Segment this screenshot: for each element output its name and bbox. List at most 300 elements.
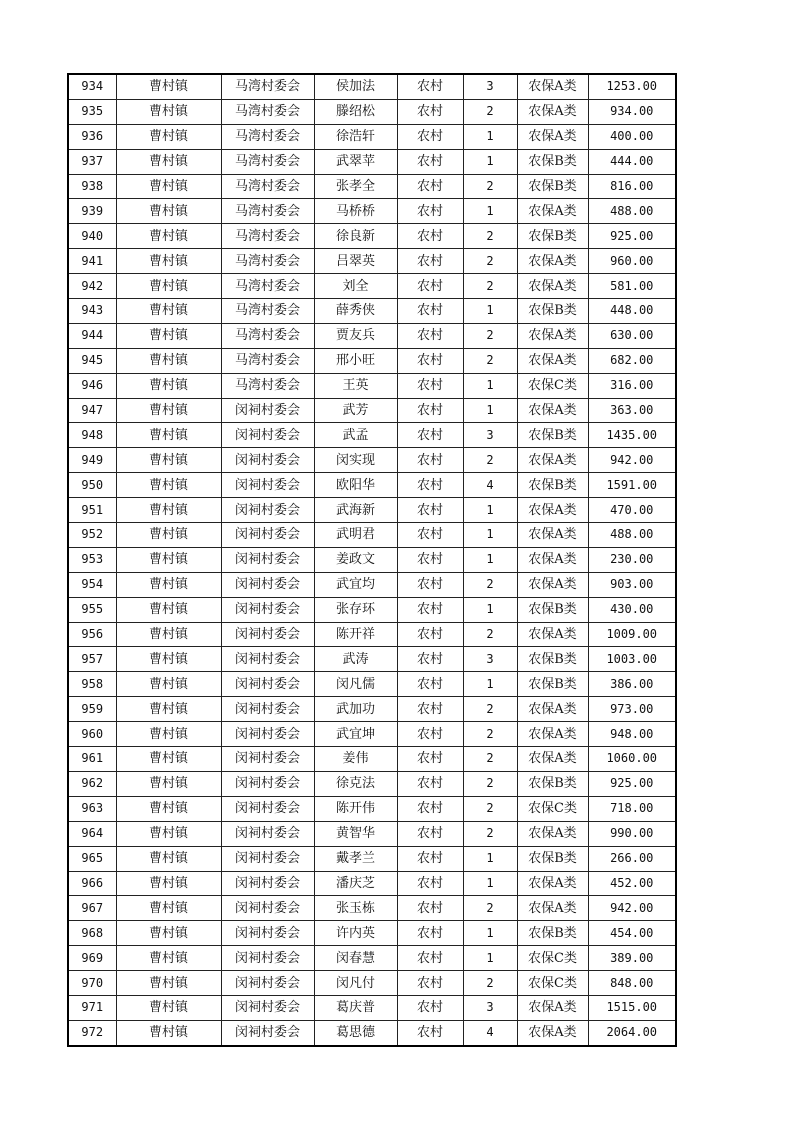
table-row [68, 921, 676, 946]
household-size-cell: 2 [463, 697, 517, 722]
amount-cell: 316.00 [588, 373, 676, 398]
name-cell: 徐良新 [314, 224, 397, 249]
name-cell: 武明君 [314, 523, 397, 548]
row-number-cell: 947 [68, 398, 116, 423]
row-number-cell: 940 [68, 224, 116, 249]
village-committee-cell: 闵祠村委会 [221, 398, 314, 423]
insurance-category-cell: 农保A类 [517, 74, 588, 99]
insurance-category-cell: 农保B类 [517, 149, 588, 174]
town-cell: 曹村镇 [116, 796, 221, 821]
amount-cell: 934.00 [588, 99, 676, 124]
amount-cell: 448.00 [588, 299, 676, 324]
town-cell: 曹村镇 [116, 871, 221, 896]
village-committee-cell: 闵祠村委会 [221, 771, 314, 796]
insurance-category-cell: 农保B类 [517, 597, 588, 622]
row-number-cell: 946 [68, 373, 116, 398]
name-cell: 葛庆普 [314, 995, 397, 1020]
household-type-cell: 农村 [397, 124, 463, 149]
table-row [68, 124, 676, 149]
name-cell: 黄智华 [314, 821, 397, 846]
row-number-cell: 951 [68, 498, 116, 523]
row-number-cell: 972 [68, 1020, 116, 1045]
table-row [68, 572, 676, 597]
household-size-cell: 2 [463, 224, 517, 249]
town-cell: 曹村镇 [116, 373, 221, 398]
amount-cell: 581.00 [588, 274, 676, 299]
amount-cell: 718.00 [588, 796, 676, 821]
table-row [68, 1020, 676, 1045]
insurance-category-cell: 农保A类 [517, 99, 588, 124]
table-row [68, 896, 676, 921]
row-number-cell: 959 [68, 697, 116, 722]
town-cell: 曹村镇 [116, 448, 221, 473]
household-size-cell: 1 [463, 523, 517, 548]
village-committee-cell: 闵祠村委会 [221, 896, 314, 921]
amount-cell: 960.00 [588, 249, 676, 274]
name-cell: 欧阳华 [314, 473, 397, 498]
household-size-cell: 1 [463, 299, 517, 324]
name-cell: 闵春慧 [314, 946, 397, 971]
table-row [68, 871, 676, 896]
row-number-cell: 944 [68, 323, 116, 348]
table-row [68, 995, 676, 1020]
household-type-cell: 农村 [397, 796, 463, 821]
row-number-cell: 939 [68, 199, 116, 224]
village-committee-cell: 马湾村委会 [221, 174, 314, 199]
name-cell: 戴孝兰 [314, 846, 397, 871]
table-body [68, 74, 676, 1046]
name-cell: 王英 [314, 373, 397, 398]
household-size-cell: 1 [463, 871, 517, 896]
household-type-cell: 农村 [397, 971, 463, 996]
insurance-category-cell: 农保B类 [517, 174, 588, 199]
amount-cell: 386.00 [588, 672, 676, 697]
insurance-category-cell: 农保B类 [517, 473, 588, 498]
household-type-cell: 农村 [397, 647, 463, 672]
household-size-cell: 1 [463, 149, 517, 174]
insurance-category-cell: 农保A类 [517, 398, 588, 423]
insurance-category-cell: 农保A类 [517, 722, 588, 747]
village-committee-cell: 闵祠村委会 [221, 995, 314, 1020]
household-type-cell: 农村 [397, 921, 463, 946]
amount-cell: 816.00 [588, 174, 676, 199]
household-type-cell: 农村 [397, 174, 463, 199]
name-cell: 薛秀侠 [314, 299, 397, 324]
row-number-cell: 954 [68, 572, 116, 597]
insurance-category-cell: 农保A类 [517, 697, 588, 722]
insurance-category-cell: 农保A类 [517, 199, 588, 224]
table-row [68, 274, 676, 299]
name-cell: 徐浩轩 [314, 124, 397, 149]
table-row [68, 473, 676, 498]
amount-cell: 444.00 [588, 149, 676, 174]
town-cell: 曹村镇 [116, 747, 221, 772]
household-size-cell: 2 [463, 821, 517, 846]
town-cell: 曹村镇 [116, 274, 221, 299]
town-cell: 曹村镇 [116, 722, 221, 747]
name-cell: 武芳 [314, 398, 397, 423]
table-row [68, 224, 676, 249]
name-cell: 吕翠英 [314, 249, 397, 274]
village-committee-cell: 马湾村委会 [221, 199, 314, 224]
village-committee-cell: 马湾村委会 [221, 299, 314, 324]
name-cell: 许内英 [314, 921, 397, 946]
name-cell: 侯加法 [314, 74, 397, 99]
household-size-cell: 2 [463, 99, 517, 124]
household-type-cell: 农村 [397, 771, 463, 796]
village-committee-cell: 闵祠村委会 [221, 523, 314, 548]
insurance-category-cell: 农保B类 [517, 672, 588, 697]
table-row [68, 199, 676, 224]
village-committee-cell: 马湾村委会 [221, 99, 314, 124]
table-row [68, 771, 676, 796]
household-type-cell: 农村 [397, 199, 463, 224]
amount-cell: 925.00 [588, 771, 676, 796]
village-committee-cell: 闵祠村委会 [221, 821, 314, 846]
town-cell: 曹村镇 [116, 821, 221, 846]
name-cell: 武宜坤 [314, 722, 397, 747]
town-cell: 曹村镇 [116, 647, 221, 672]
row-number-cell: 957 [68, 647, 116, 672]
name-cell: 武翠苹 [314, 149, 397, 174]
amount-cell: 363.00 [588, 398, 676, 423]
amount-cell: 488.00 [588, 523, 676, 548]
town-cell: 曹村镇 [116, 572, 221, 597]
row-number-cell: 948 [68, 423, 116, 448]
insurance-category-cell: 农保A类 [517, 572, 588, 597]
town-cell: 曹村镇 [116, 523, 221, 548]
table-row [68, 398, 676, 423]
row-number-cell: 937 [68, 149, 116, 174]
insurance-category-cell: 农保A类 [517, 896, 588, 921]
insurance-category-cell: 农保B类 [517, 423, 588, 448]
insurance-category-cell: 农保A类 [517, 747, 588, 772]
insurance-category-cell: 农保A类 [517, 523, 588, 548]
table-row [68, 348, 676, 373]
household-size-cell: 2 [463, 971, 517, 996]
table-row [68, 672, 676, 697]
village-committee-cell: 马湾村委会 [221, 274, 314, 299]
amount-cell: 848.00 [588, 971, 676, 996]
household-size-cell: 4 [463, 1020, 517, 1045]
beneficiary-table [67, 73, 677, 1047]
town-cell: 曹村镇 [116, 473, 221, 498]
insurance-category-cell: 农保A类 [517, 821, 588, 846]
town-cell: 曹村镇 [116, 398, 221, 423]
name-cell: 马桥桥 [314, 199, 397, 224]
household-type-cell: 农村 [397, 946, 463, 971]
table-row [68, 149, 676, 174]
household-type-cell: 农村 [397, 373, 463, 398]
household-type-cell: 农村 [397, 747, 463, 772]
row-number-cell: 962 [68, 771, 116, 796]
name-cell: 贾友兵 [314, 323, 397, 348]
household-size-cell: 1 [463, 498, 517, 523]
amount-cell: 266.00 [588, 846, 676, 871]
row-number-cell: 956 [68, 622, 116, 647]
town-cell: 曹村镇 [116, 697, 221, 722]
insurance-category-cell: 农保C类 [517, 971, 588, 996]
household-type-cell: 农村 [397, 299, 463, 324]
household-type-cell: 农村 [397, 672, 463, 697]
town-cell: 曹村镇 [116, 921, 221, 946]
name-cell: 武加功 [314, 697, 397, 722]
table-row [68, 323, 676, 348]
amount-cell: 682.00 [588, 348, 676, 373]
household-size-cell: 3 [463, 74, 517, 99]
row-number-cell: 965 [68, 846, 116, 871]
table-row [68, 498, 676, 523]
household-size-cell: 1 [463, 398, 517, 423]
household-size-cell: 2 [463, 622, 517, 647]
village-committee-cell: 闵祠村委会 [221, 796, 314, 821]
table-row [68, 523, 676, 548]
household-type-cell: 农村 [397, 622, 463, 647]
name-cell: 张玉栋 [314, 896, 397, 921]
village-committee-cell: 闵祠村委会 [221, 722, 314, 747]
town-cell: 曹村镇 [116, 846, 221, 871]
household-type-cell: 农村 [397, 74, 463, 99]
table-row [68, 448, 676, 473]
insurance-category-cell: 农保A类 [517, 995, 588, 1020]
household-size-cell: 1 [463, 373, 517, 398]
village-committee-cell: 闵祠村委会 [221, 448, 314, 473]
name-cell: 闵凡儒 [314, 672, 397, 697]
household-size-cell: 1 [463, 547, 517, 572]
insurance-category-cell: 农保A类 [517, 448, 588, 473]
town-cell: 曹村镇 [116, 547, 221, 572]
insurance-category-cell: 农保C类 [517, 796, 588, 821]
village-committee-cell: 马湾村委会 [221, 348, 314, 373]
amount-cell: 942.00 [588, 448, 676, 473]
amount-cell: 454.00 [588, 921, 676, 946]
name-cell: 张存环 [314, 597, 397, 622]
town-cell: 曹村镇 [116, 896, 221, 921]
household-size-cell: 2 [463, 348, 517, 373]
household-size-cell: 2 [463, 249, 517, 274]
table-row [68, 174, 676, 199]
name-cell: 武涛 [314, 647, 397, 672]
amount-cell: 488.00 [588, 199, 676, 224]
village-committee-cell: 闵祠村委会 [221, 498, 314, 523]
row-number-cell: 967 [68, 896, 116, 921]
amount-cell: 1253.00 [588, 74, 676, 99]
table-row [68, 697, 676, 722]
row-number-cell: 938 [68, 174, 116, 199]
household-type-cell: 农村 [397, 722, 463, 747]
household-size-cell: 2 [463, 747, 517, 772]
amount-cell: 470.00 [588, 498, 676, 523]
town-cell: 曹村镇 [116, 1020, 221, 1045]
amount-cell: 1009.00 [588, 622, 676, 647]
town-cell: 曹村镇 [116, 323, 221, 348]
village-committee-cell: 闵祠村委会 [221, 921, 314, 946]
town-cell: 曹村镇 [116, 149, 221, 174]
town-cell: 曹村镇 [116, 672, 221, 697]
household-type-cell: 农村 [397, 871, 463, 896]
amount-cell: 230.00 [588, 547, 676, 572]
household-size-cell: 1 [463, 597, 517, 622]
row-number-cell: 952 [68, 523, 116, 548]
insurance-category-cell: 农保B类 [517, 224, 588, 249]
village-committee-cell: 闵祠村委会 [221, 1020, 314, 1045]
household-type-cell: 农村 [397, 821, 463, 846]
household-type-cell: 农村 [397, 523, 463, 548]
name-cell: 张孝全 [314, 174, 397, 199]
row-number-cell: 968 [68, 921, 116, 946]
amount-cell: 2064.00 [588, 1020, 676, 1045]
insurance-category-cell: 农保A类 [517, 622, 588, 647]
household-type-cell: 农村 [397, 597, 463, 622]
insurance-category-cell: 农保A类 [517, 348, 588, 373]
insurance-category-cell: 农保A类 [517, 547, 588, 572]
town-cell: 曹村镇 [116, 946, 221, 971]
household-size-cell: 2 [463, 896, 517, 921]
insurance-category-cell: 农保A类 [517, 249, 588, 274]
amount-cell: 630.00 [588, 323, 676, 348]
village-committee-cell: 闵祠村委会 [221, 747, 314, 772]
village-committee-cell: 闵祠村委会 [221, 597, 314, 622]
table-row [68, 249, 676, 274]
table-row [68, 647, 676, 672]
name-cell: 刘全 [314, 274, 397, 299]
household-type-cell: 农村 [397, 423, 463, 448]
name-cell: 武孟 [314, 423, 397, 448]
name-cell: 滕绍松 [314, 99, 397, 124]
town-cell: 曹村镇 [116, 124, 221, 149]
table-row [68, 971, 676, 996]
household-type-cell: 农村 [397, 498, 463, 523]
amount-cell: 925.00 [588, 224, 676, 249]
town-cell: 曹村镇 [116, 299, 221, 324]
household-size-cell: 1 [463, 846, 517, 871]
insurance-category-cell: 农保C类 [517, 946, 588, 971]
village-committee-cell: 闵祠村委会 [221, 547, 314, 572]
table-row [68, 946, 676, 971]
village-committee-cell: 闵祠村委会 [221, 697, 314, 722]
insurance-category-cell: 农保B类 [517, 921, 588, 946]
name-cell: 闵凡付 [314, 971, 397, 996]
household-size-cell: 2 [463, 323, 517, 348]
town-cell: 曹村镇 [116, 199, 221, 224]
household-size-cell: 1 [463, 199, 517, 224]
row-number-cell: 935 [68, 99, 116, 124]
household-type-cell: 农村 [397, 473, 463, 498]
name-cell: 姜伟 [314, 747, 397, 772]
table-row [68, 747, 676, 772]
table-row [68, 547, 676, 572]
town-cell: 曹村镇 [116, 249, 221, 274]
row-number-cell: 963 [68, 796, 116, 821]
insurance-category-cell: 农保A类 [517, 274, 588, 299]
household-size-cell: 3 [463, 995, 517, 1020]
village-committee-cell: 闵祠村委会 [221, 871, 314, 896]
name-cell: 葛思德 [314, 1020, 397, 1045]
household-size-cell: 2 [463, 771, 517, 796]
insurance-category-cell: 农保A类 [517, 124, 588, 149]
town-cell: 曹村镇 [116, 498, 221, 523]
town-cell: 曹村镇 [116, 224, 221, 249]
household-size-cell: 2 [463, 796, 517, 821]
amount-cell: 948.00 [588, 722, 676, 747]
amount-cell: 452.00 [588, 871, 676, 896]
insurance-category-cell: 农保B类 [517, 846, 588, 871]
village-committee-cell: 闵祠村委会 [221, 622, 314, 647]
row-number-cell: 941 [68, 249, 116, 274]
village-committee-cell: 马湾村委会 [221, 74, 314, 99]
village-committee-cell: 马湾村委会 [221, 124, 314, 149]
row-number-cell: 970 [68, 971, 116, 996]
household-type-cell: 农村 [397, 896, 463, 921]
row-number-cell: 949 [68, 448, 116, 473]
insurance-category-cell: 农保A类 [517, 498, 588, 523]
table-row [68, 597, 676, 622]
row-number-cell: 958 [68, 672, 116, 697]
village-committee-cell: 马湾村委会 [221, 249, 314, 274]
household-size-cell: 2 [463, 722, 517, 747]
town-cell: 曹村镇 [116, 622, 221, 647]
row-number-cell: 936 [68, 124, 116, 149]
village-committee-cell: 闵祠村委会 [221, 846, 314, 871]
town-cell: 曹村镇 [116, 348, 221, 373]
village-committee-cell: 闵祠村委会 [221, 572, 314, 597]
village-committee-cell: 闵祠村委会 [221, 946, 314, 971]
amount-cell: 1003.00 [588, 647, 676, 672]
amount-cell: 903.00 [588, 572, 676, 597]
name-cell: 潘庆芝 [314, 871, 397, 896]
row-number-cell: 945 [68, 348, 116, 373]
amount-cell: 1591.00 [588, 473, 676, 498]
table-row [68, 821, 676, 846]
name-cell: 陈开伟 [314, 796, 397, 821]
household-type-cell: 农村 [397, 547, 463, 572]
village-committee-cell: 马湾村委会 [221, 323, 314, 348]
household-size-cell: 1 [463, 672, 517, 697]
village-committee-cell: 马湾村委会 [221, 224, 314, 249]
household-type-cell: 农村 [397, 224, 463, 249]
village-committee-cell: 闵祠村委会 [221, 672, 314, 697]
town-cell: 曹村镇 [116, 174, 221, 199]
amount-cell: 1435.00 [588, 423, 676, 448]
table-row [68, 74, 676, 99]
table-row [68, 622, 676, 647]
village-committee-cell: 闵祠村委会 [221, 423, 314, 448]
town-cell: 曹村镇 [116, 99, 221, 124]
insurance-category-cell: 农保B类 [517, 647, 588, 672]
row-number-cell: 942 [68, 274, 116, 299]
town-cell: 曹村镇 [116, 995, 221, 1020]
table-row [68, 373, 676, 398]
amount-cell: 1060.00 [588, 747, 676, 772]
insurance-category-cell: 农保A类 [517, 323, 588, 348]
amount-cell: 973.00 [588, 697, 676, 722]
name-cell: 陈开祥 [314, 622, 397, 647]
row-number-cell: 961 [68, 747, 116, 772]
household-size-cell: 4 [463, 473, 517, 498]
row-number-cell: 955 [68, 597, 116, 622]
name-cell: 姜政文 [314, 547, 397, 572]
household-size-cell: 1 [463, 124, 517, 149]
amount-cell: 990.00 [588, 821, 676, 846]
amount-cell: 1515.00 [588, 995, 676, 1020]
insurance-category-cell: 农保C类 [517, 373, 588, 398]
name-cell: 邢小旺 [314, 348, 397, 373]
name-cell: 武海新 [314, 498, 397, 523]
village-committee-cell: 马湾村委会 [221, 149, 314, 174]
table-row [68, 299, 676, 324]
household-type-cell: 农村 [397, 572, 463, 597]
village-committee-cell: 闵祠村委会 [221, 647, 314, 672]
